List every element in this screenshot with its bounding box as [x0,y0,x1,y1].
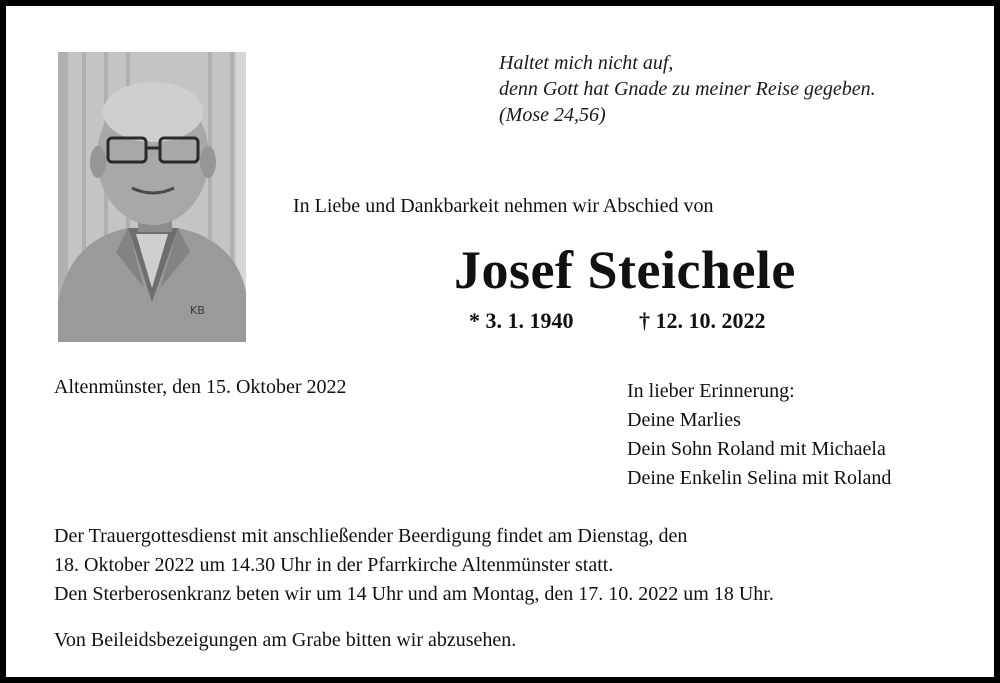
verse-reference: (Mose 24,56) [499,104,606,126]
svg-text:KB: KB [190,304,205,317]
mourner-entry: Deine Enkelin Selina mit Roland [627,467,892,489]
portrait-photo [58,52,246,342]
mourner-entry: Deine Marlies [627,409,741,431]
farewell-intro: In Liebe und Dankbarkeit nehmen wir Abschied von [293,195,714,217]
funeral-service-info [54,522,774,609]
place-and-date: Altenmünster, den 15. Oktober 2022 [54,376,347,398]
death-date: † 12. 10. 2022 [639,308,766,333]
service-line: 18. Oktober 2022 um 14.30 Uhr in der Pfarrkirche Altenmünster statt. [54,554,614,576]
deceased-name: Josef Steichele [454,240,796,300]
birth-date: * 3. 1. 1940 [469,308,574,333]
mourner-entry: Dein Sohn Roland mit Michaela [627,438,886,460]
service-line: Der Trauergottesdienst mit anschließender Beerdigung findet am Dienstag, den [54,525,688,547]
mourners-list [627,377,891,493]
mourners-heading: In lieber Erinnerung: [627,380,795,402]
condolence-note: Von Beileidsbezeigungen am Grabe bitten wir abzusehen. [54,629,517,651]
verse-line: denn Gott hat Gnade zu meiner Reise gegeben. [499,78,876,100]
bible-verse [499,50,876,128]
service-line: Den Sterberosenkranz beten wir um 14 Uhr und am Montag, den 17. 10. 2022 um 18 Uhr. [54,583,774,605]
verse-line: Haltet mich nicht auf, [499,52,674,74]
